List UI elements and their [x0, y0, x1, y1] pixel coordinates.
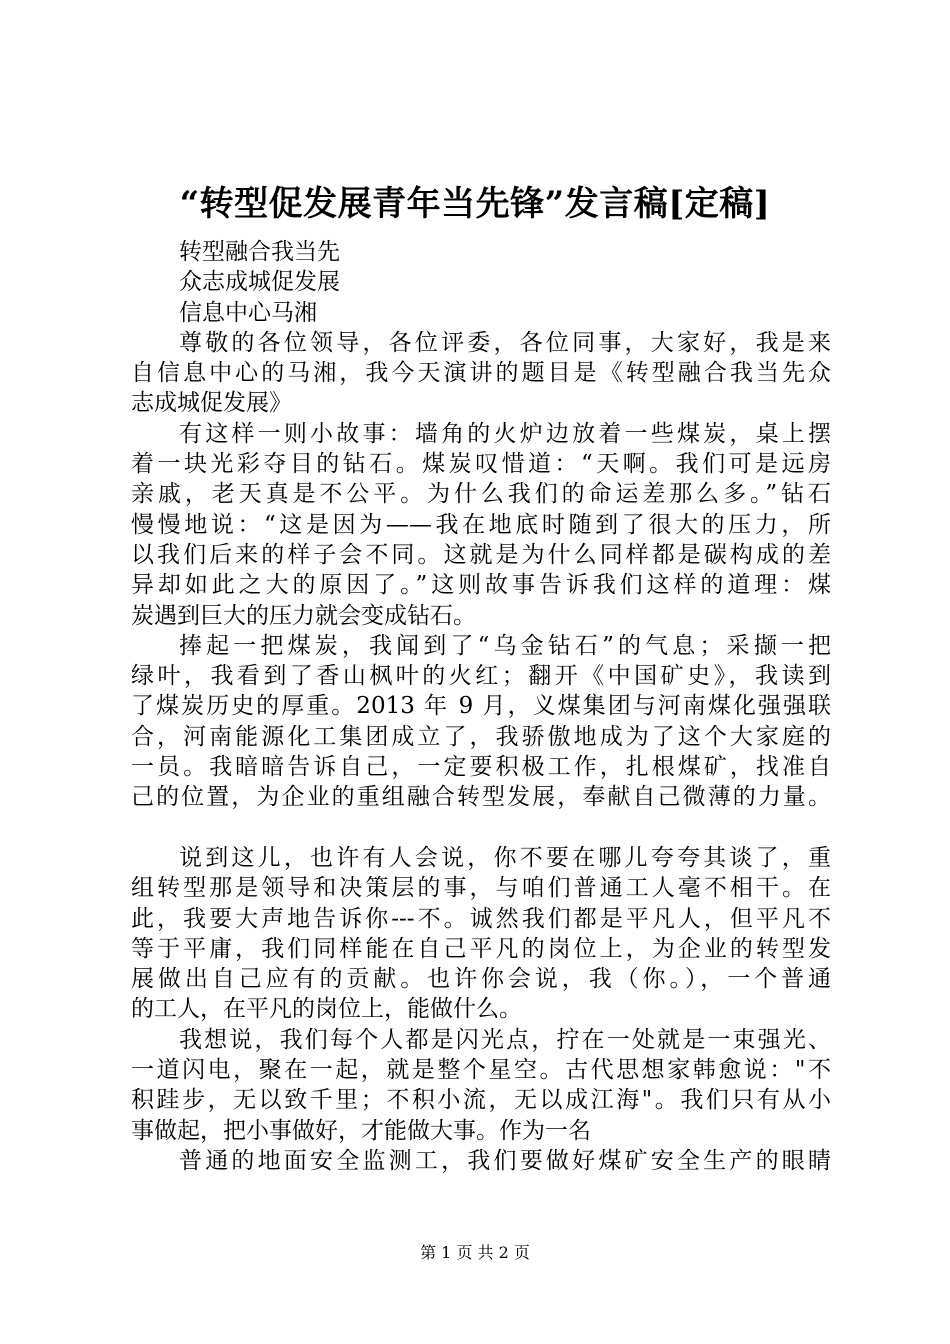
- document-title: “转型促发展青年当先锋”发言稿[定稿]: [179, 184, 771, 224]
- body-line: 转型融合我当先: [179, 239, 340, 265]
- page-footer: 第 1 页 共 2 页: [420, 1243, 530, 1262]
- body-line: 展做出自己应有的贡献。也许你会说，我（你。），一个普通: [131, 966, 831, 993]
- body-line: 以我们后来的样子会不同。这就是为什么同样都是碳构成的差: [131, 541, 831, 568]
- body-line: 积跬步，无以致千里；不积小流，无以成江海"。我们只有从小: [131, 1087, 831, 1114]
- body-line: 亲戚，老天真是不公平。为什么我们的命运差那么多。”钻石: [131, 481, 831, 508]
- body-line: 此，我要大声地告诉你---不。诚然我们都是平凡人，但平凡不: [131, 905, 831, 932]
- body-line: 有这样一则小故事：墙角的火炉边放着一些煤炭，桌上摆: [179, 420, 831, 447]
- body-line: 我想说，我们每个人都是闪光点，拧在一处就是一束强光、: [179, 1026, 831, 1053]
- body-line: 说到这儿，也许有人会说，你不要在哪儿夸夸其谈了，重: [179, 844, 831, 871]
- body-line: 一员。我暗暗告诉自己，一定要积极工作，扎根煤矿，找准自: [131, 754, 831, 781]
- document-body: [131, 237, 831, 1176]
- body-line: 的工人，在平凡的岗位上，能做什么。: [131, 996, 522, 1023]
- body-line: 合，河南能源化工集团成立了，我骄傲地成为了这个大家庭的: [131, 723, 831, 750]
- body-line: 异却如此之大的原因了。”这则故事告诉我们这样的道理：煤: [131, 572, 831, 599]
- body-line: 绿叶，我看到了香山枫叶的火红；翻开《中国矿史》，我读到: [131, 663, 831, 690]
- body-line: 尊敬的各位领导，各位评委，各位同事，大家好，我是来: [179, 329, 831, 356]
- body-line: 捧起一把煤炭，我闻到了“乌金钻石”的气息；采撷一把: [179, 632, 831, 659]
- body-line: 信息中心马湘: [179, 299, 317, 326]
- body-line: 自信息中心的马湘，我今天演讲的题目是《转型融合我当先众: [131, 360, 831, 387]
- body-line: 组转型那是领导和决策层的事，与咱们普通工人毫不相干。在: [131, 875, 831, 902]
- body-line: 事做起，把小事做好，才能做大事。作为一名: [131, 1117, 591, 1144]
- body-line: 志成城促发展》: [131, 390, 292, 417]
- body-line: 炭遇到巨大的压力就会变成钻石。: [131, 602, 476, 629]
- blank-line: [131, 813, 831, 843]
- body-line: 己的位置，为企业的重组融合转型发展，奉献自己微薄的力量。: [131, 784, 831, 811]
- body-line: 慢慢地说：“这是因为——我在地底时随到了很大的压力，所: [131, 511, 831, 538]
- body-line: 着一块光彩夺目的钻石。煤炭叹惜道：“天啊。我们可是远房: [131, 451, 831, 478]
- body-line: 一道闪电，聚在一起，就是整个星空。古代思想家韩愈说："不: [131, 1057, 831, 1084]
- body-line: 众志成城促发展: [179, 269, 340, 296]
- body-line: 普通的地面安全监测工，我们要做好煤矿安全生产的眼睛: [179, 1147, 831, 1174]
- body-line: 等于平庸，我们同样能在自己平凡的岗位上，为企业的转型发: [131, 935, 831, 962]
- body-line: 了煤炭历史的厚重。2013 年 9 月，义煤集团与河南煤化强强联: [131, 693, 831, 720]
